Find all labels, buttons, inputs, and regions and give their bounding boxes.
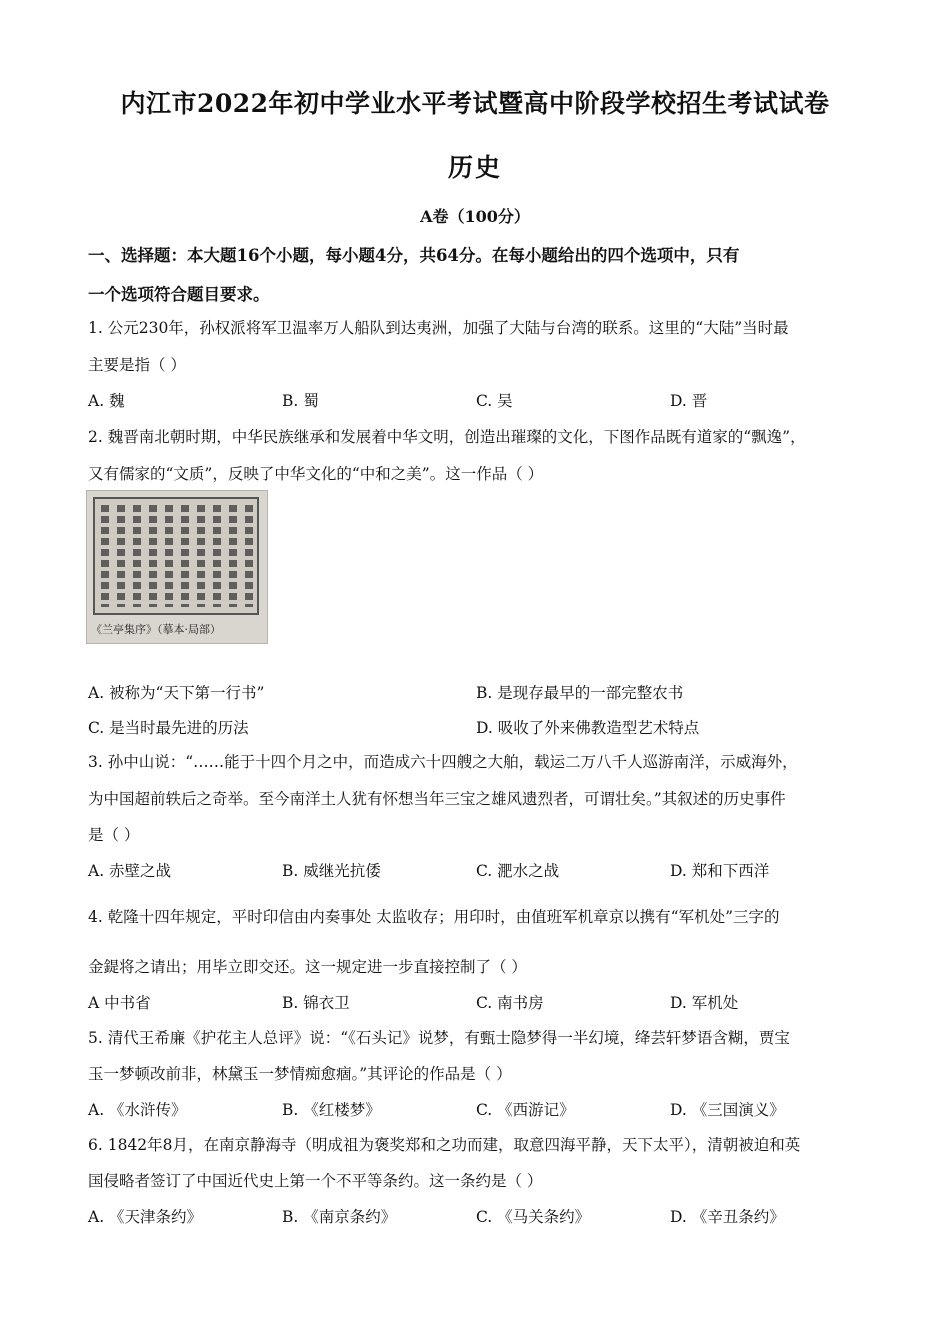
q2-option-c[interactable]: C. 是当时最先进的历法 [88,719,249,737]
section-instruction-line-2: 一个选项符合题目要求。 [88,285,270,304]
q5-option-c[interactable]: C. 《西游记》 [476,1101,575,1119]
q6-text-line-2: 国侵略者签订了中国近代史上第一个不平等条约。这一条约是（ ） [88,1172,543,1190]
q5-option-b[interactable]: B. 《红楼梦》 [282,1101,381,1119]
q2-text-line-1: 2. 魏晋南北朝时期，中华民族继承和发展着中华文明，创造出璀璨的文化，下图作品既有道家的“飘逸”， [88,428,806,446]
q3-text-line-3: 是（ ） [88,826,140,844]
q5-option-a[interactable]: A. 《水浒传》 [88,1101,187,1119]
q6-option-d[interactable]: D. 《辛丑条约》 [670,1208,785,1226]
q1-option-c[interactable]: C. 吴 [476,392,513,410]
q3-option-b[interactable]: B. 威继光抗倭 [282,862,381,880]
q4-option-a[interactable]: A 中书省 [88,994,151,1012]
q3-text-line-2: 为中国超前轶后之奇举。至今南洋土人犹有怀想当年三宝之雄风遗烈者，可谓壮矣。”其叙述的历史事件 [88,790,786,808]
q6-text-line-1: 6. 1842年8月，在南京静海寺（明成祖为褒奖郑和之功而建，取意四海平静，天下太平），清朝被迫和英 [88,1136,801,1154]
q1-option-b[interactable]: B. 蜀 [282,392,319,410]
q2-option-d[interactable]: D. 吸收了外来佛教造型艺术特点 [476,719,700,737]
figure-caption: 《兰亭集序》（摹本·局部） [91,623,221,636]
q1-option-d[interactable]: D. 晋 [670,392,708,410]
q4-text-line-1: 4. 乾隆十四年规定，平时印信由内奏事处 太监收存；用印时，由值班军机章京以携有“军机处”三字的 [88,908,780,926]
q3-text-line-1: 3. 孙中山说：“……能于十四个月之中，而造成六十四艘之大舶，载运二万八千人巡游南洋，示威海外， [88,753,798,771]
q6-option-b[interactable]: B. 《南京条约》 [282,1208,397,1226]
q2-option-a[interactable]: A. 被称为“天下第一行书” [88,684,265,702]
q6-option-a[interactable]: A. 《天津条约》 [88,1208,203,1226]
q3-option-d[interactable]: D. 郑和下西洋 [670,862,770,880]
q1-option-a[interactable]: A. 魏 [88,392,125,410]
q4-text-line-2: 金鍉将之请出；用毕立即交还。这一规定进一步直接控制了（ ） [88,958,527,976]
q5-text-line-1: 5. 清代王希廉《护花主人总评》说：“《石头记》说梦，有甄士隐梦得一半幻境，绛芸轩梦语含糊，贾宝 [88,1029,790,1047]
q4-option-b[interactable]: B. 锦衣卫 [282,994,350,1012]
lantingjixu-calligraphy-image [86,490,268,644]
q3-option-a[interactable]: A. 赤壁之战 [88,862,172,880]
q4-option-c[interactable]: C. 南书房 [476,994,544,1012]
q1-text-line-1: 1. 公元230年，孙权派将军卫温率万人船队到达夷洲，加强了大陆与台湾的联系。这里的“大陆”当时最 [88,319,789,337]
q3-option-c[interactable]: C. 淝水之战 [476,862,560,880]
volume-label: A卷（100分） [420,207,530,226]
q2-text-line-2: 又有儒家的“文质”，反映了中华文化的“中和之美”。这一作品（ ） [88,465,544,483]
q5-text-line-2: 玉一梦顿改前非，林黛玉一梦情痴愈痼。”其评论的作品是（ ） [88,1065,512,1083]
calligraphy-frame [93,497,259,615]
q4-option-d[interactable]: D. 军机处 [670,994,739,1012]
q1-text-line-2: 主要是指（ ） [88,356,186,374]
q6-option-c[interactable]: C. 《马关条约》 [476,1208,591,1226]
q2-option-b[interactable]: B. 是现存最早的一部完整农书 [476,684,684,702]
q5-option-d[interactable]: D. 《三国演义》 [670,1101,785,1119]
subject-title: 历史 [447,153,502,182]
section-instruction-line-1: 一、选择题：本大题16个小题，每小题4分，共64分。在每小题给出的四个选项中，只有 [88,246,740,265]
exam-title: 内江市2022年初中学业水平考试暨高中阶段学校招生考试试卷 [120,89,830,118]
